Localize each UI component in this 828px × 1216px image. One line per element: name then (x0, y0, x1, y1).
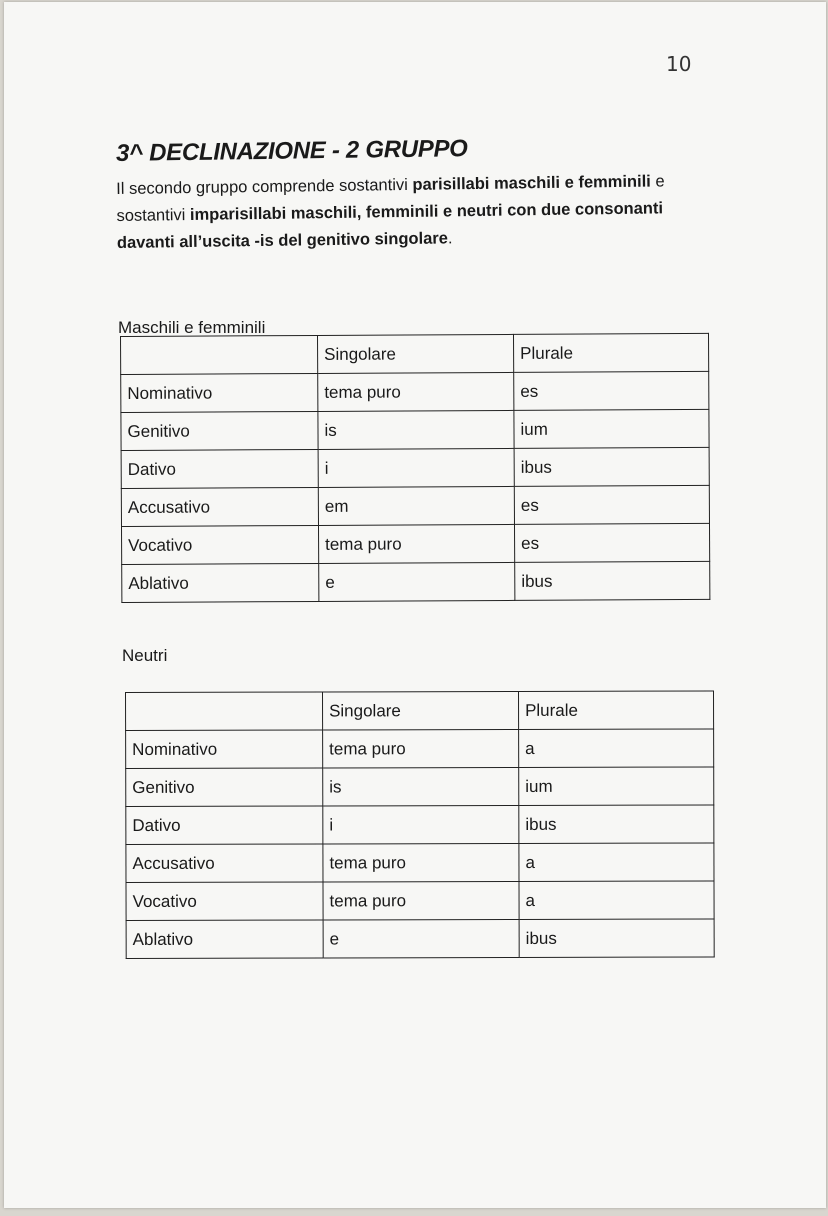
declension-table-maschili (120, 333, 710, 603)
singular-ending-cell: i (318, 448, 514, 487)
singular-ending-cell: em (318, 486, 514, 525)
table-caption-maschili: Maschili e femminili (118, 318, 266, 337)
case-name-cell: Accusativo (126, 844, 323, 883)
table-row (121, 409, 709, 450)
plural-ending-cell: a (519, 729, 714, 768)
intro-text-1: Il secondo gruppo comprende sostantivi (116, 175, 413, 198)
singular-ending-cell: tema puro (323, 881, 519, 920)
case-name-cell: Ablativo (126, 920, 323, 959)
table-row (121, 371, 709, 412)
case-name-cell: Genitivo (121, 411, 318, 450)
declension-table-neutri (125, 690, 715, 959)
table-header-row (121, 333, 709, 374)
table-header-cell (126, 692, 323, 731)
plural-ending-cell: ibus (515, 561, 710, 600)
singular-ending-cell: e (323, 919, 519, 958)
table-row (126, 729, 714, 769)
singular-ending-cell: e (319, 562, 515, 601)
singular-ending-cell: i (323, 805, 519, 844)
singular-ending-cell: is (318, 410, 514, 449)
table-header-cell (121, 335, 318, 374)
table-header-cell: Singolare (317, 334, 513, 373)
intro-paragraph (116, 168, 717, 257)
table-header-cell: Plurale (518, 691, 713, 730)
plural-ending-cell: a (519, 843, 714, 882)
plural-ending-cell: ibus (519, 805, 714, 844)
plural-ending-cell: es (514, 523, 709, 562)
table-row (126, 919, 714, 959)
table-row (126, 767, 714, 807)
singular-ending-cell: tema puro (323, 729, 519, 768)
singular-ending-cell: is (323, 767, 519, 806)
case-name-cell: Dativo (126, 806, 323, 845)
table-row (121, 485, 709, 526)
singular-ending-cell: tema puro (318, 372, 514, 411)
table-header-cell: Plurale (513, 333, 708, 372)
case-name-cell: Nominativo (121, 373, 318, 412)
table-row (126, 843, 714, 883)
plural-ending-cell: a (519, 881, 714, 920)
table-caption-neutri: Neutri (122, 646, 168, 665)
page-title: 3^ DECLINAZIONE - 2 GRUPPO (115, 135, 468, 167)
plural-ending-cell: ibus (514, 447, 709, 486)
intro-text-2: e sostantivi (116, 172, 665, 225)
table-row (122, 561, 710, 602)
intro-bold-1: parisillabi maschili e femminili (412, 172, 651, 194)
table-row (121, 523, 709, 564)
page-number: 10 (666, 52, 692, 76)
case-name-cell: Accusativo (121, 487, 318, 526)
singular-ending-cell: tema puro (323, 843, 519, 882)
table-header-cell: Singolare (323, 691, 519, 730)
document-page (4, 2, 826, 1208)
plural-ending-cell: ium (519, 767, 714, 806)
intro-text-3: . (447, 229, 453, 248)
case-name-cell: Ablativo (122, 563, 319, 602)
plural-ending-cell: es (514, 485, 709, 524)
table-row (121, 447, 709, 488)
table-header-row (126, 691, 714, 731)
table-row (126, 881, 714, 921)
plural-ending-cell: ium (514, 409, 709, 448)
case-name-cell: Vocativo (126, 882, 323, 921)
plural-ending-cell: ibus (519, 919, 714, 958)
case-name-cell: Dativo (121, 449, 318, 488)
case-name-cell: Nominativo (126, 730, 323, 769)
table-row (126, 805, 714, 845)
singular-ending-cell: tema puro (318, 524, 514, 563)
plural-ending-cell: es (514, 371, 709, 410)
case-name-cell: Vocativo (121, 525, 318, 564)
intro-bold-2: imparisillabi maschili, femminili e neutri con due consonanti davanti all’uscita -is del genitivo singolare (116, 199, 664, 252)
case-name-cell: Genitivo (126, 768, 323, 807)
